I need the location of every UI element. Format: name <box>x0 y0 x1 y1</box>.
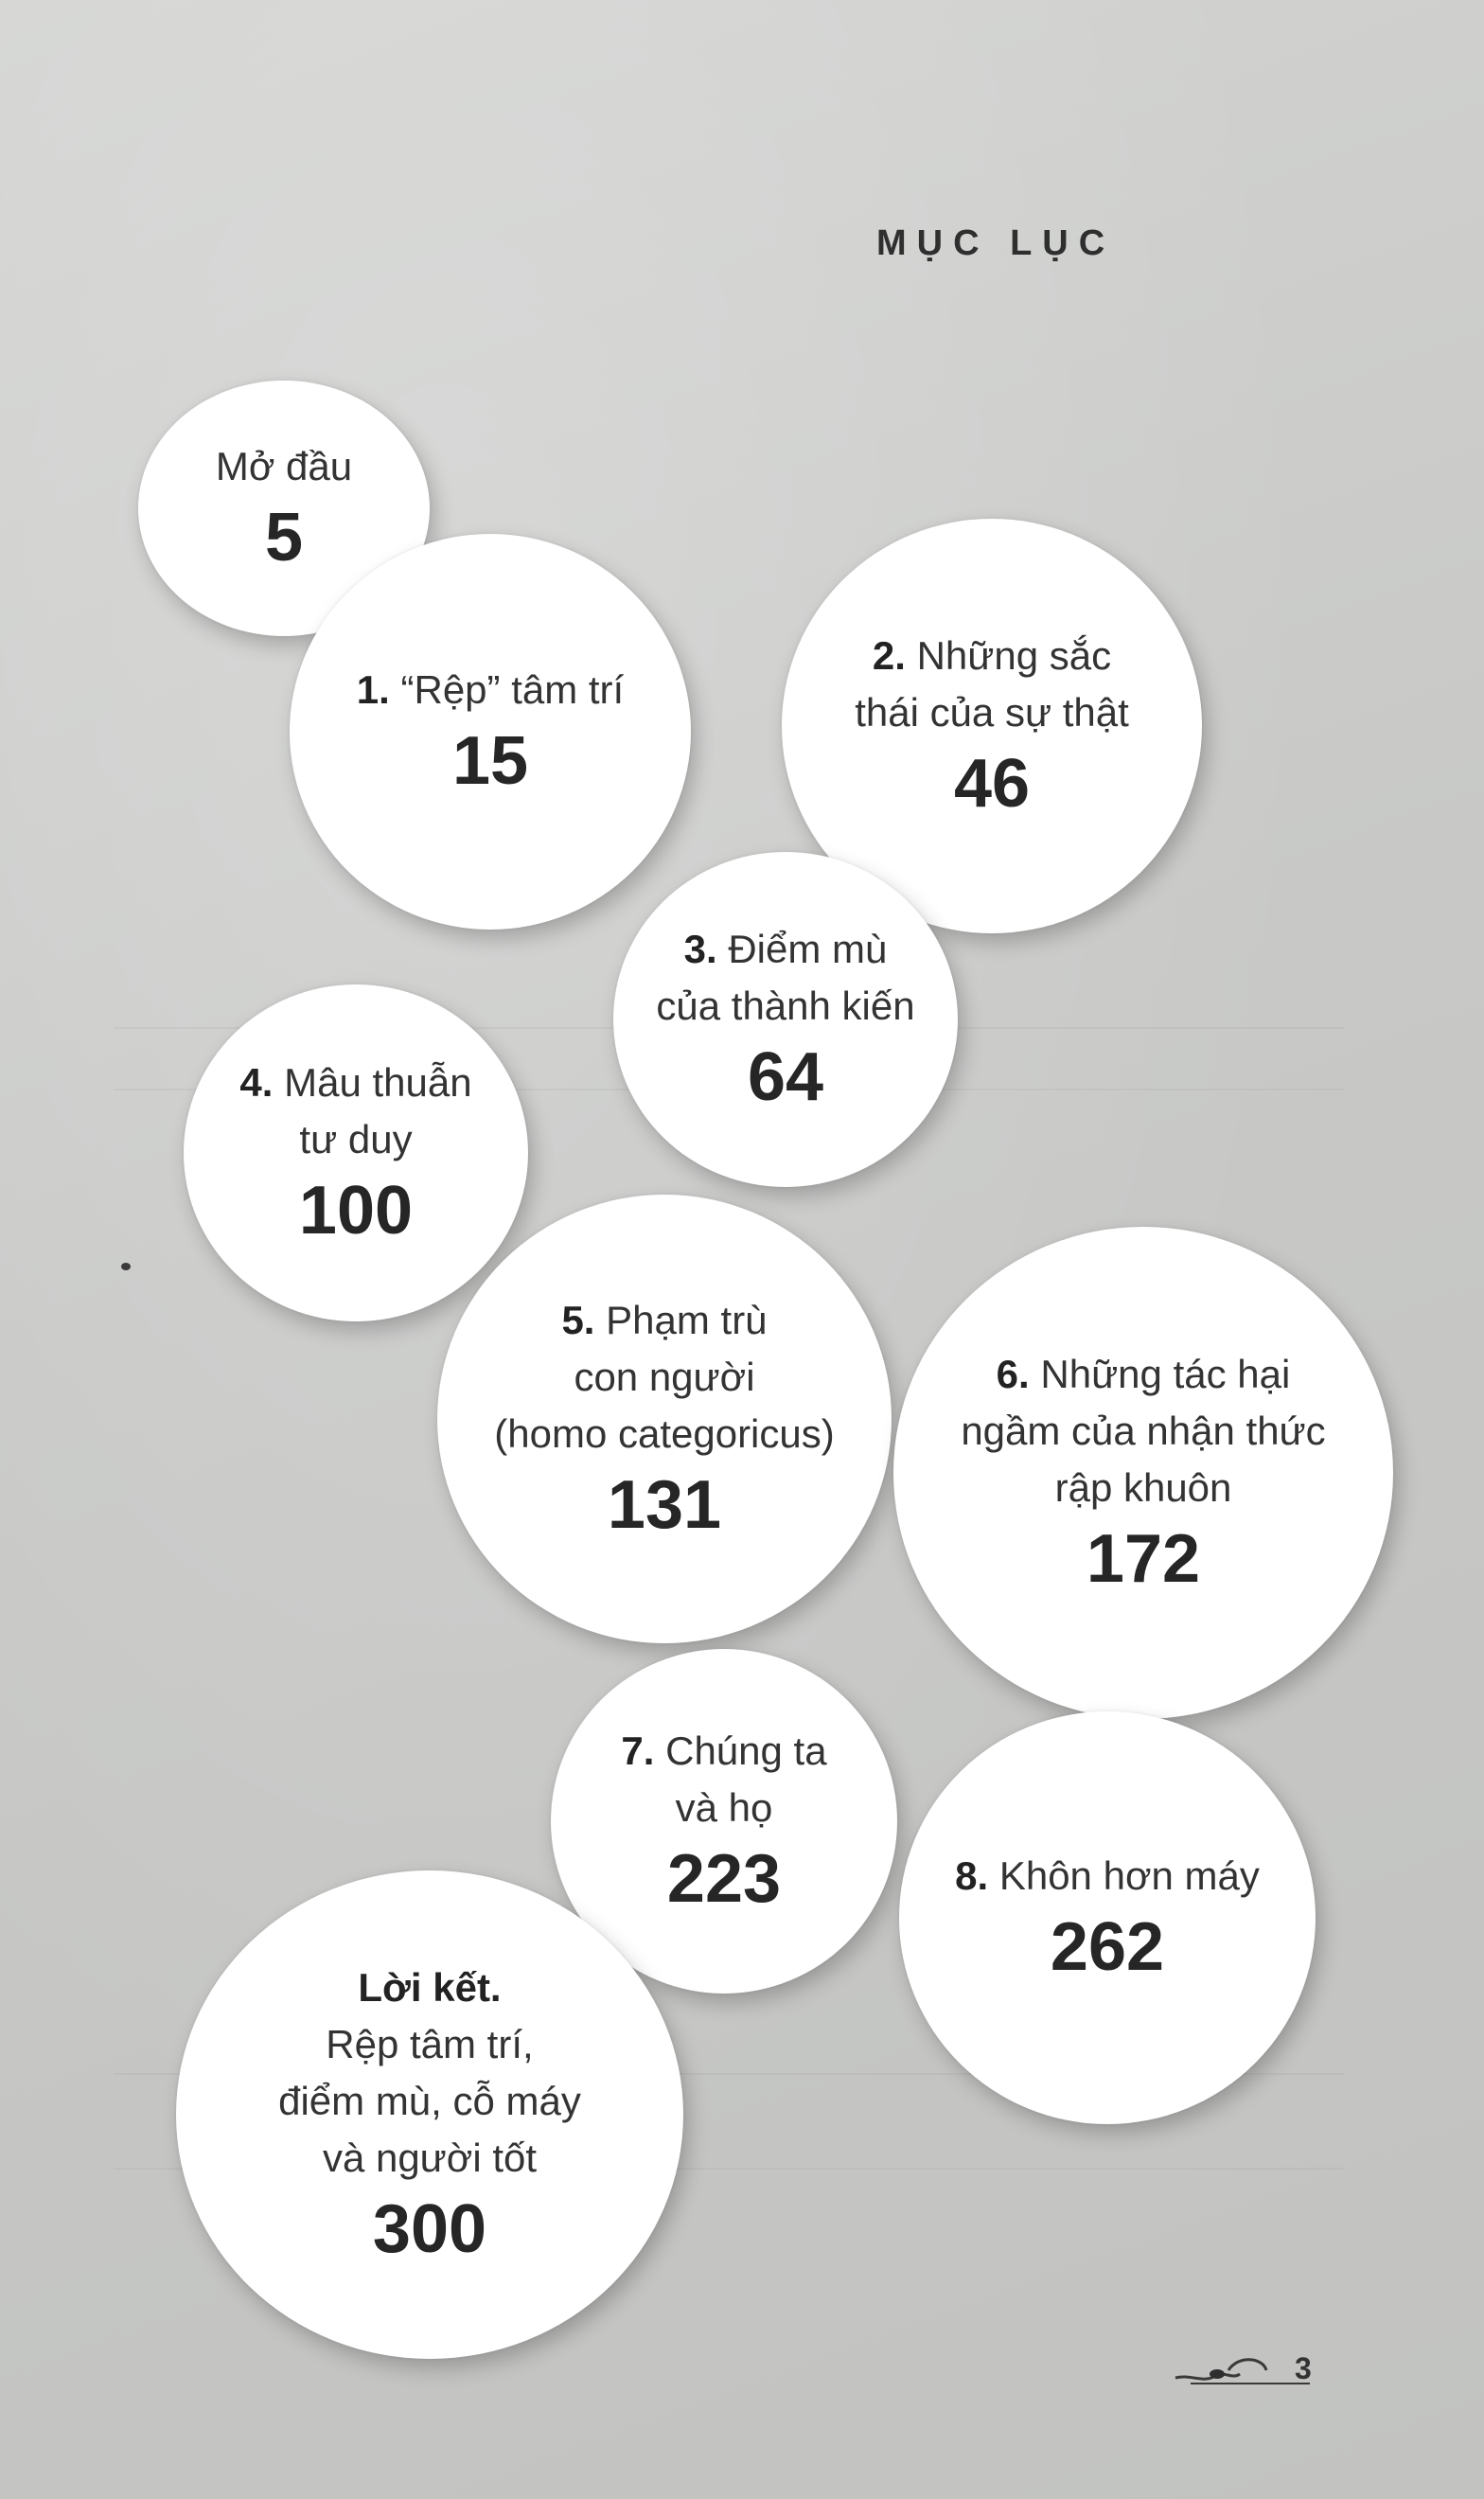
toc-entry-page: 131 <box>607 1467 722 1543</box>
toc-entry-chapter-5[interactable] <box>437 1195 892 1643</box>
toc-entry-page: 262 <box>1050 1909 1165 1985</box>
toc-entry-label <box>239 1055 471 1168</box>
chapter-number: 7. <box>621 1728 655 1773</box>
epilogue-heading: Lời kết. <box>358 1965 502 2010</box>
toc-entry-page: 64 <box>747 1039 824 1115</box>
toc-entry-chapter-8[interactable] <box>899 1711 1316 2124</box>
toc-entry-page: 46 <box>953 746 1031 822</box>
toc-entry-chapter-1[interactable] <box>290 534 691 930</box>
label-line: Mở đầu <box>215 444 353 488</box>
toc-entry-label <box>961 1346 1325 1516</box>
toc-entry-label <box>955 1848 1260 1905</box>
toc-entry-label <box>494 1292 834 1462</box>
toc-entry-label <box>357 662 624 718</box>
toc-entry-page: 5 <box>264 500 304 576</box>
chapter-number: 3. <box>683 927 717 971</box>
page-title: MỤC LỤC <box>876 223 1116 263</box>
page-number: 3 <box>1295 2351 1312 2385</box>
toc-entry-epilogue[interactable] <box>176 1870 683 2359</box>
label-line: của thành kiến <box>656 984 915 1028</box>
label-line: Phạm trù <box>606 1298 768 1342</box>
toc-entry-page: 300 <box>372 2191 487 2267</box>
label-line: tư duy <box>299 1117 413 1161</box>
label-line: Những tác hại <box>1040 1352 1291 1396</box>
label-line: thái của sự thật <box>855 690 1129 735</box>
label-line: ngầm của nhận thức <box>961 1409 1326 1453</box>
toc-entry-chapter-3[interactable] <box>613 852 958 1187</box>
toc-entry-label <box>278 1959 581 2187</box>
label-line: con người <box>574 1355 755 1399</box>
toc-entry-page: 172 <box>1086 1521 1201 1597</box>
paper-speck <box>121 1263 131 1270</box>
toc-entry-label <box>621 1723 826 1836</box>
chapter-number: 6. <box>996 1352 1030 1396</box>
folio-ornament-icon <box>1172 2346 1314 2393</box>
label-line: điểm mù, cỗ máy <box>278 2079 581 2123</box>
chapter-number: 4. <box>239 1060 274 1105</box>
toc-entry-label <box>216 438 352 495</box>
chapter-number: 1. <box>356 667 390 712</box>
label-line: Rệp tâm trí, <box>326 2022 534 2066</box>
label-line: Những sắc <box>916 633 1112 678</box>
label-line: Mâu thuẫn <box>284 1060 472 1105</box>
toc-entry-label <box>855 628 1129 741</box>
toc-entry-chapter-6[interactable] <box>893 1227 1393 1719</box>
label-line: Chúng ta <box>665 1728 827 1773</box>
toc-entry-chapter-4[interactable] <box>184 984 528 1321</box>
label-line: và người tốt <box>322 2136 538 2180</box>
chapter-number: 5. <box>561 1298 595 1342</box>
chapter-number: 8. <box>955 1853 989 1898</box>
label-line: (homo categoricus) <box>494 1411 835 1456</box>
label-line: và họ <box>675 1785 773 1830</box>
label-line: Điểm mù <box>728 927 888 971</box>
toc-entry-page: 100 <box>298 1173 414 1249</box>
toc-entry-page: 223 <box>666 1841 782 1917</box>
label-line: Khôn hơn máy <box>998 1853 1260 1898</box>
toc-entry-page: 15 <box>451 723 529 799</box>
toc-entry-label <box>656 921 914 1035</box>
chapter-number: 2. <box>872 633 906 678</box>
label-line: “Rệp” tâm trí <box>400 667 625 712</box>
label-line: rập khuôn <box>1054 1465 1232 1510</box>
